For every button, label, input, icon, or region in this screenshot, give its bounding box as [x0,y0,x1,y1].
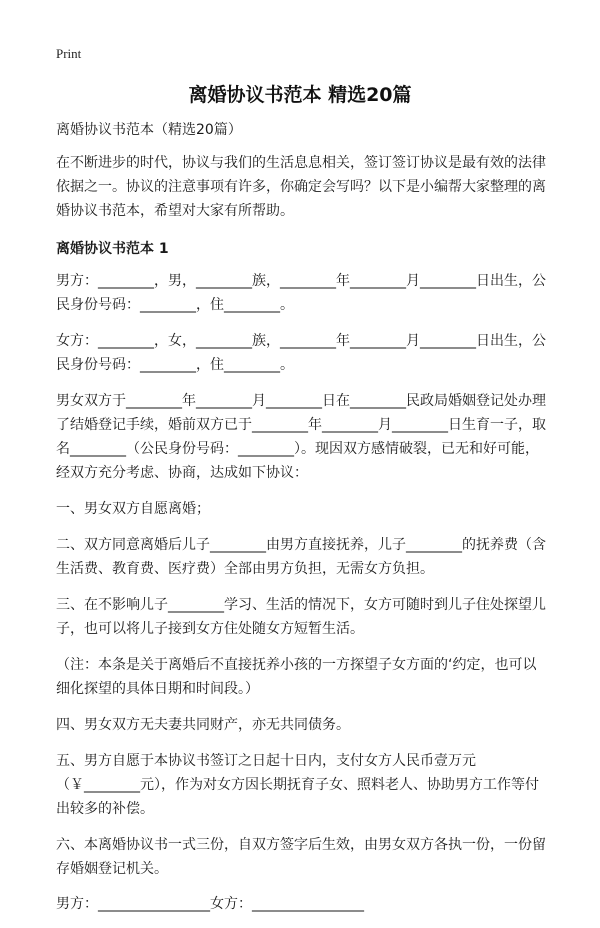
clause-5: 五、男方自愿于本协议书签订之日起十日内，支付女方人民币壹万元（￥________元），作为对女方因长期抚育子女、照料老人、协助男方工作等付出较多的补偿。 [56,753,539,817]
intro-paragraph: 在不断进步的时代，协议与我们的生活息息相关，签订签订协议是最有效的法律依据之一。协议的注意事项有许多，你确定会写吗？以下是小编帮大家整理的离婚协议书范本，希望对大家有所帮助。 [56,155,546,219]
document-title: 离婚协议书范本 精选20篇 [188,84,412,106]
clause-1: 一、男女双方自愿离婚； [56,501,210,517]
print-link[interactable]: Print [56,46,82,61]
clause-6: 六、本离婚协议书一式三份，自双方签字后生效，由男女双方各执一份，一份留存婚姻登记机关。 [56,837,546,877]
clause-3: 三、在不影响儿子________学习、生活的情况下，女方可随时到儿子住处探望儿子，也可以将儿子接到女方住处随女方短暂生活。 [56,597,546,637]
signature-line: 男方：________________女方：________________ [56,896,364,912]
husband-info-paragraph: 男方：________，男，________族，________年________月________日出生，公民身份号码：________，住________。 [56,273,546,313]
clause-3-note: （注：本条是关于离婚后不直接抚养小孩的一方探望子女方面的‘约定，也可以细化探望的具体日期和时间段。） [56,657,537,697]
clause-4: 四、男女双方无夫妻共同财产，亦无共同债务。 [56,717,350,733]
wife-info-paragraph: 女方：________，女，________族，________年________月________日出生，公民身份号码：________，住________。 [56,333,546,373]
section-heading: 离婚协议书范本 1 [56,241,169,257]
document-subtitle: 离婚协议书范本（精选20篇） [56,122,242,138]
marriage-facts-paragraph: 男女双方于________年________月________日在________民政局婚姻登记处办理了结婚登记手续，婚前双方已于________年________月________日生育一子，取名________（公民身份号码：________）。现因双方感情破裂，已无和好可能，经双方充分考虑、协商，达成如下协议： [56,393,546,481]
clause-2: 二、双方同意离婚后儿子________由男方直接抚养，儿子________的抚养费（含生活费、教育费、医疗费）全部由男方负担，无需女方负担。 [56,537,546,577]
document-body [56,118,550,928]
